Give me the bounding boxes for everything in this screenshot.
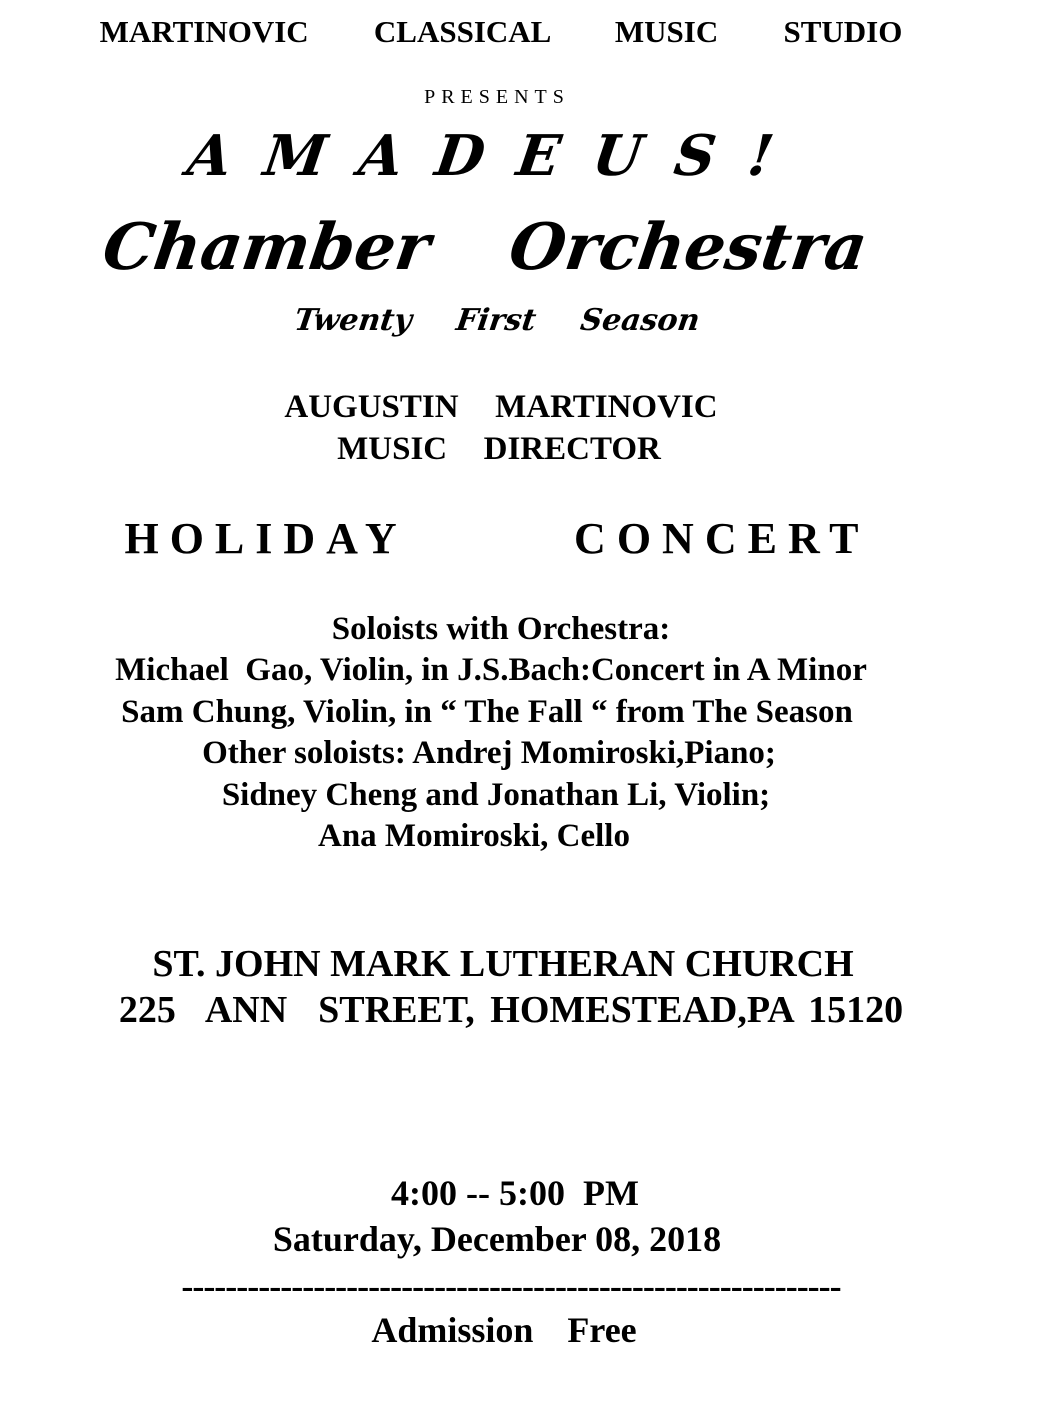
- soloist-line: Sam Chung, Violin, in “ The Fall “ from The Season: [121, 694, 853, 730]
- dashed-divider: ------------------------------------------------------------: [181, 1268, 841, 1304]
- soloist-line: Ana Momiroski, Cello: [318, 818, 630, 854]
- soloist-line: Sidney Cheng and Jonathan Li, Violin;: [221, 777, 771, 813]
- concert-time: 4:00 -- 5:00 PM: [391, 1173, 639, 1213]
- season-label: Twenty First Season: [292, 303, 703, 338]
- venue-address: 225 ANN STREET, HOMESTEAD,PA 15120: [118, 989, 904, 1031]
- director-name: AUGUSTIN MARTINOVIC: [284, 389, 718, 425]
- venue-name: ST. JOHN MARK LUTHERAN CHURCH: [152, 943, 854, 985]
- director-role: MUSIC DIRECTOR: [337, 431, 661, 467]
- ensemble-subtitle: Chamber Orchestra: [98, 210, 872, 285]
- soloist-line: Michael Gao, Violin, in J.S.Bach:Concert in A Minor: [115, 652, 867, 688]
- concert-date: Saturday, December 08, 2018: [272, 1219, 722, 1259]
- studio-name: MARTINOVIC CLASSICAL MUSIC STUDIO: [99, 14, 903, 49]
- concert-title: HOLIDAY CONCERT: [124, 514, 870, 563]
- ensemble-title: AMADEUS!: [183, 123, 811, 189]
- soloists-heading: Soloists with Orchestra:: [331, 611, 671, 647]
- presents-label: PRESENTS: [424, 86, 570, 108]
- soloist-line: Other soloists: Andrej Momiroski,Piano;: [202, 735, 776, 771]
- admission-note: Admission Free: [371, 1310, 637, 1350]
